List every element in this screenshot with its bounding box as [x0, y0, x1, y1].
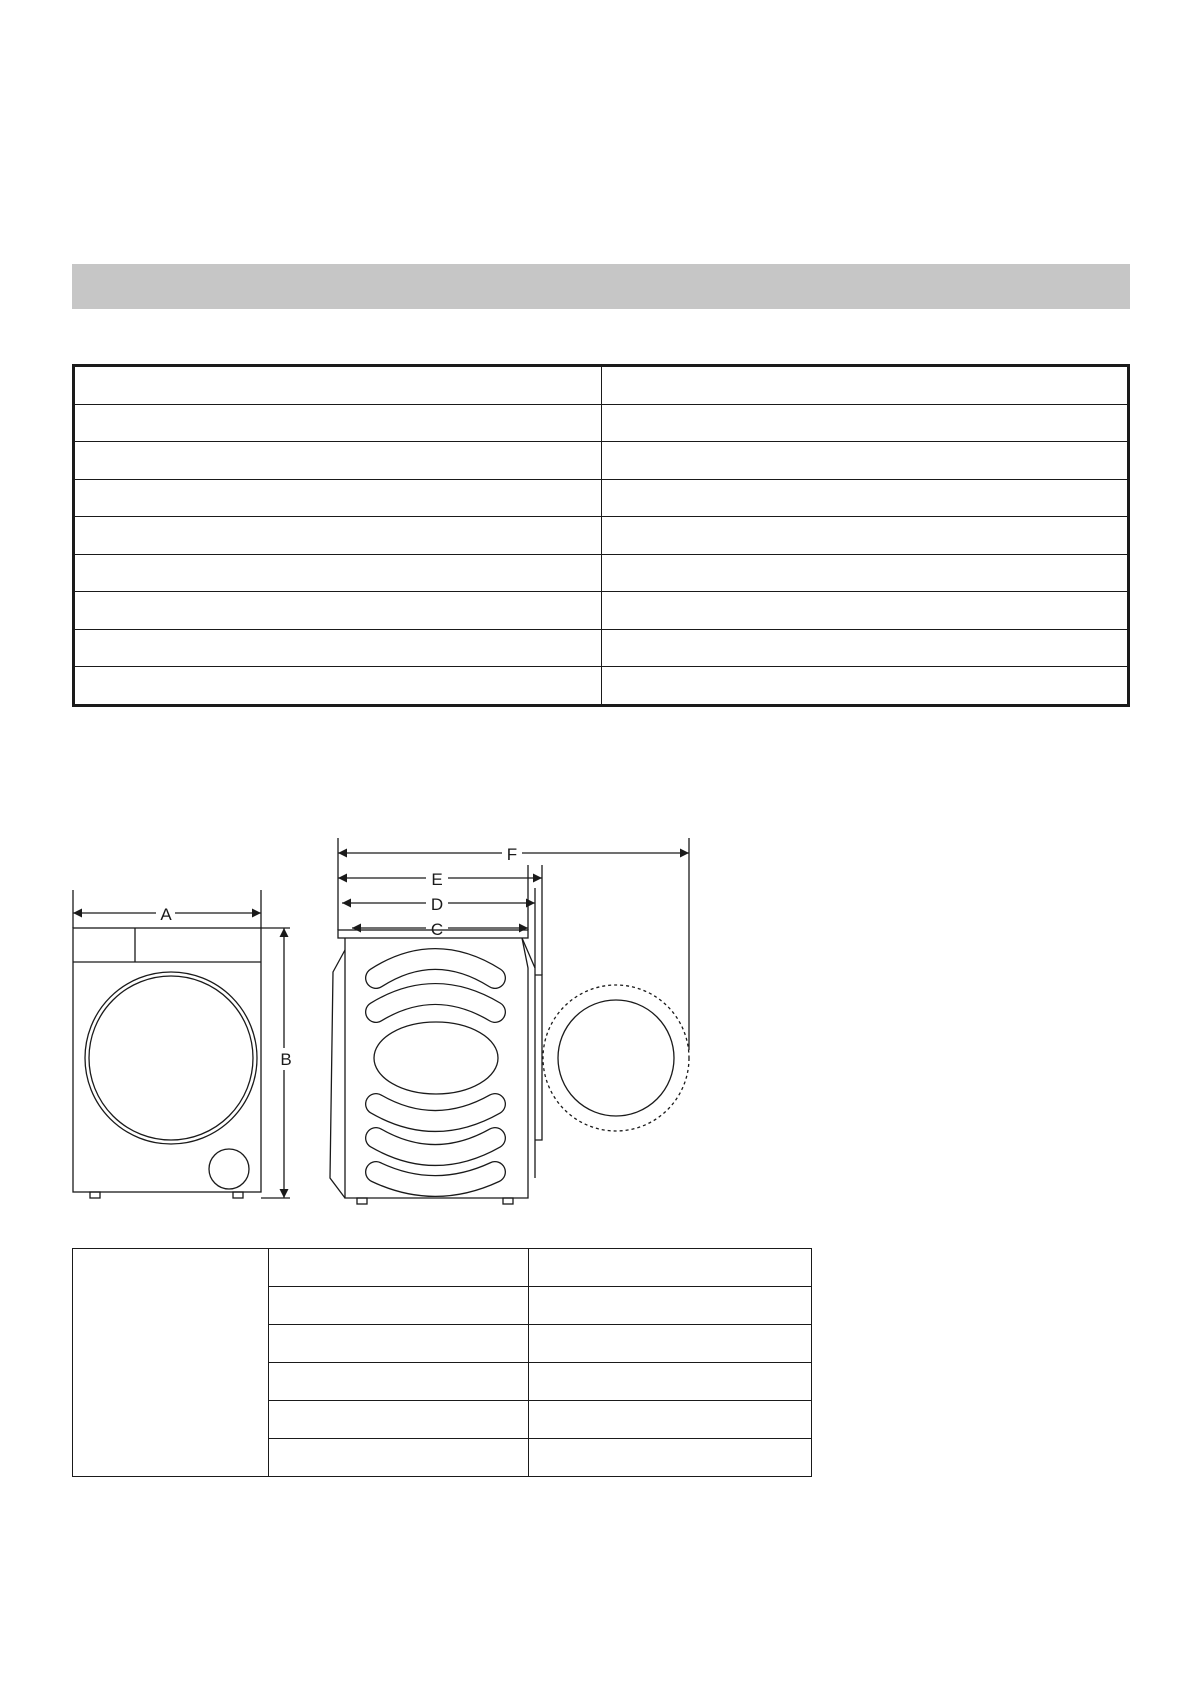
dim-label-f: F	[506, 845, 518, 864]
dimension-label-cell	[269, 1401, 529, 1439]
front-service-panel	[209, 1149, 249, 1189]
dim-label-e: E	[431, 870, 443, 889]
side-view	[330, 838, 689, 1204]
dim-label-d: D	[430, 895, 444, 914]
dimension-label-cell	[269, 1439, 529, 1477]
front-body-outline	[73, 928, 261, 1192]
dimension-value-cell	[529, 1363, 812, 1401]
dimension-table	[72, 1248, 812, 1477]
dim-label-c: C	[430, 920, 444, 939]
front-door-inner	[89, 976, 253, 1140]
dimension-label-cell	[269, 1363, 529, 1401]
open-door-glass	[558, 1000, 674, 1116]
dimension-value-cell	[529, 1401, 812, 1439]
dimension-group-cell	[73, 1249, 269, 1477]
dim-label-b: B	[280, 1050, 292, 1069]
front-view	[73, 890, 290, 1198]
dimension-value-cell	[529, 1439, 812, 1477]
front-door-outer	[85, 972, 257, 1144]
dim-label-a: A	[160, 905, 172, 924]
dimension-label-cell	[269, 1287, 529, 1325]
side-center-ellipse	[374, 1022, 498, 1094]
dimension-value-cell	[529, 1287, 812, 1325]
dimension-table-row	[73, 1249, 812, 1287]
dimension-value-cell	[529, 1249, 812, 1287]
dimension-label-cell	[269, 1249, 529, 1287]
open-door-swing	[543, 985, 689, 1131]
dimension-label-cell	[269, 1325, 529, 1363]
dimension-value-cell	[529, 1325, 812, 1363]
